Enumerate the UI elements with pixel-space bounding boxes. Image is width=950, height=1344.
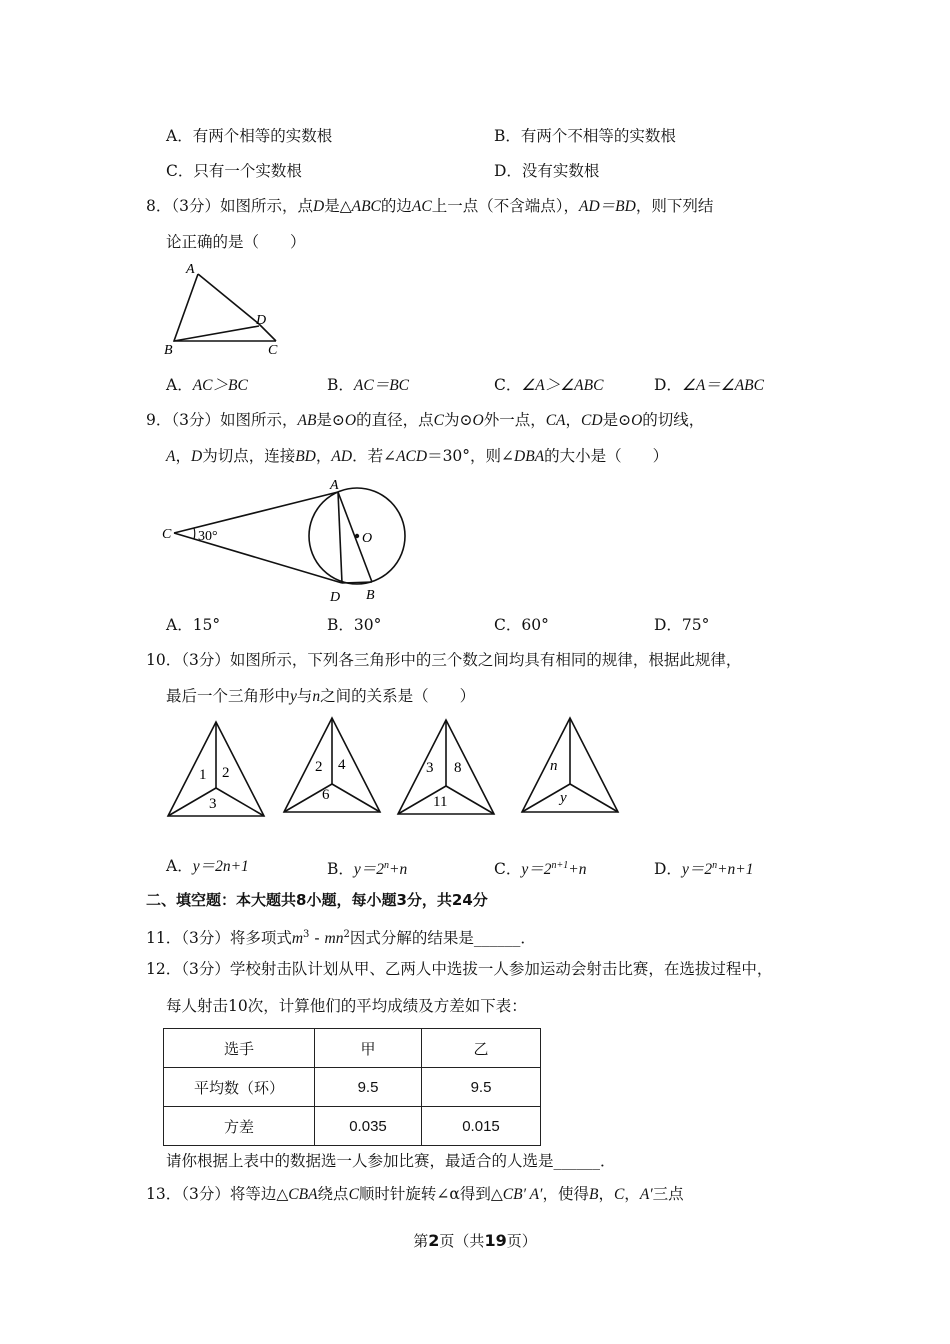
svg-text:3: 3 bbox=[209, 796, 217, 812]
table-header-cell: 选手 bbox=[164, 1029, 315, 1068]
svg-text:y: y bbox=[560, 790, 567, 806]
svg-text:6: 6 bbox=[322, 787, 330, 803]
page-footer: 第2页（共19页） bbox=[413, 1231, 537, 1250]
q9-option-b[interactable]: B．30° bbox=[327, 616, 382, 634]
q9-label-angle: 30° bbox=[198, 529, 218, 544]
q7-option-c[interactable]: C．只有一个实数根 bbox=[166, 162, 302, 180]
q10-stem-line1: 10．（3分）如图所示，下列各三角形中的三个数之间均具有相同的规律，根据此规律， bbox=[146, 651, 742, 669]
svg-text:4: 4 bbox=[338, 757, 346, 773]
table-cell: 9.5 bbox=[315, 1068, 422, 1107]
q9-label-d: D bbox=[330, 590, 341, 605]
q9-label-b: B bbox=[366, 588, 375, 603]
q10-option-d[interactable]: D．$y=2^n+n+1$ bbox=[654, 860, 754, 879]
q12-answer-blank[interactable]: ______ bbox=[553, 1152, 601, 1170]
q10-triangles-figure bbox=[160, 712, 630, 828]
table-cell: 9.5 bbox=[422, 1068, 541, 1107]
q10-triangle-2 bbox=[284, 718, 380, 812]
q8-label-d: D bbox=[256, 313, 267, 328]
q10-option-b[interactable]: B．$y=2^n+n$ bbox=[327, 860, 408, 879]
q10-triangle-3 bbox=[398, 720, 494, 814]
q9-circle-figure bbox=[160, 474, 420, 613]
table-header-cell: 甲 bbox=[315, 1029, 422, 1068]
q9-stem-line2: A，D为切点，连接BD，AD．若∠ACD＝30°，则∠DBA的大小是（ ） bbox=[166, 447, 669, 465]
q12-followup: 请你根据上表中的数据选一人参加比赛，最适合的人选是______． bbox=[166, 1152, 616, 1170]
q8-stem-line1: 8．（3分）如图所示，点D是△ABC的边AC上一点（不含端点），AD＝BD，则下列结 bbox=[146, 197, 714, 215]
q9-option-a[interactable]: A．15° bbox=[166, 616, 221, 634]
q12-stem-line2: 每人射击10次，计算他们的平均成绩及方差如下表： bbox=[166, 997, 527, 1015]
q13-stem: 13．（3分）将等边△CBA绕点C顺时针旋转∠α得到△CB′ A′，使得B，C，A′三点 bbox=[146, 1185, 684, 1203]
q8-option-d[interactable]: D．∠A＝∠ABC bbox=[654, 376, 764, 394]
q7-option-a[interactable]: A．有两个相等的实数根 bbox=[166, 127, 333, 145]
q11-stem: 11．（3分）将多项式$m^3 - mn^2$因式分解的结果是______． bbox=[146, 929, 536, 948]
table-cell: 平均数（环） bbox=[164, 1068, 315, 1107]
svg-text:n: n bbox=[550, 758, 558, 774]
q9-option-c[interactable]: C．60° bbox=[494, 616, 549, 634]
table-cell: 0.035 bbox=[315, 1107, 422, 1146]
q9-label-c: C bbox=[162, 527, 172, 542]
svg-text:2: 2 bbox=[222, 765, 230, 781]
q10-option-a[interactable]: A．y＝2n+1 bbox=[166, 857, 249, 875]
q9-stem-line1: 9．（3分）如图所示，AB是⊙O的直径，点C为⊙O外一点，CA，CD是⊙O的切线， bbox=[146, 411, 705, 429]
q8-stem-line2: 论正确的是（ ） bbox=[166, 233, 306, 251]
q10-triangle-4 bbox=[522, 718, 618, 812]
svg-text:2: 2 bbox=[315, 759, 323, 775]
q8-label-b: B bbox=[164, 343, 173, 358]
q9-option-d[interactable]: D．75° bbox=[654, 616, 710, 634]
table-row bbox=[164, 1029, 541, 1068]
q7-option-b[interactable]: B．有两个不相等的实数根 bbox=[494, 127, 676, 145]
q8-triangle-figure bbox=[160, 260, 290, 364]
q10-option-c[interactable]: C．$y=2^{n+1}+n$ bbox=[494, 860, 587, 879]
q9-label-o: O bbox=[362, 531, 373, 546]
table-row bbox=[164, 1107, 541, 1146]
q8-label-a: A bbox=[186, 262, 195, 277]
q12-stem-line1: 12．（3分）学校射击队计划从甲、乙两人中选拔一人参加运动会射击比赛，在选拔过程中， bbox=[146, 960, 773, 978]
page-number: 2 bbox=[428, 1231, 440, 1250]
section-2-heading: 二、填空题：本大题共8小题，每小题3分，共24分 bbox=[146, 891, 488, 909]
q10-stem-line2: 最后一个三角形中y与n之间的关系是（ ） bbox=[166, 687, 476, 705]
q7-option-d[interactable]: D．没有实数根 bbox=[494, 162, 600, 180]
table-row bbox=[164, 1068, 541, 1107]
q10-triangle-1 bbox=[168, 722, 264, 816]
q8-option-b[interactable]: B．AC＝BC bbox=[327, 376, 410, 394]
table-cell: 方差 bbox=[164, 1107, 315, 1146]
q8-option-c[interactable]: C．∠A＞∠ABC bbox=[494, 376, 604, 394]
table-header-cell: 乙 bbox=[422, 1029, 541, 1068]
q12-score-table bbox=[163, 1028, 541, 1146]
svg-text:11: 11 bbox=[433, 794, 448, 810]
page-total: 19 bbox=[484, 1231, 507, 1250]
q8-label-c: C bbox=[268, 343, 278, 358]
svg-text:3: 3 bbox=[426, 760, 434, 776]
svg-text:1: 1 bbox=[199, 767, 207, 783]
table-cell: 0.015 bbox=[422, 1107, 541, 1146]
q11-answer-blank[interactable]: ______ bbox=[473, 929, 521, 948]
q9-label-a: A bbox=[330, 478, 339, 493]
q8-option-a[interactable]: A．AC＞BC bbox=[166, 376, 248, 394]
svg-text:8: 8 bbox=[454, 760, 462, 776]
